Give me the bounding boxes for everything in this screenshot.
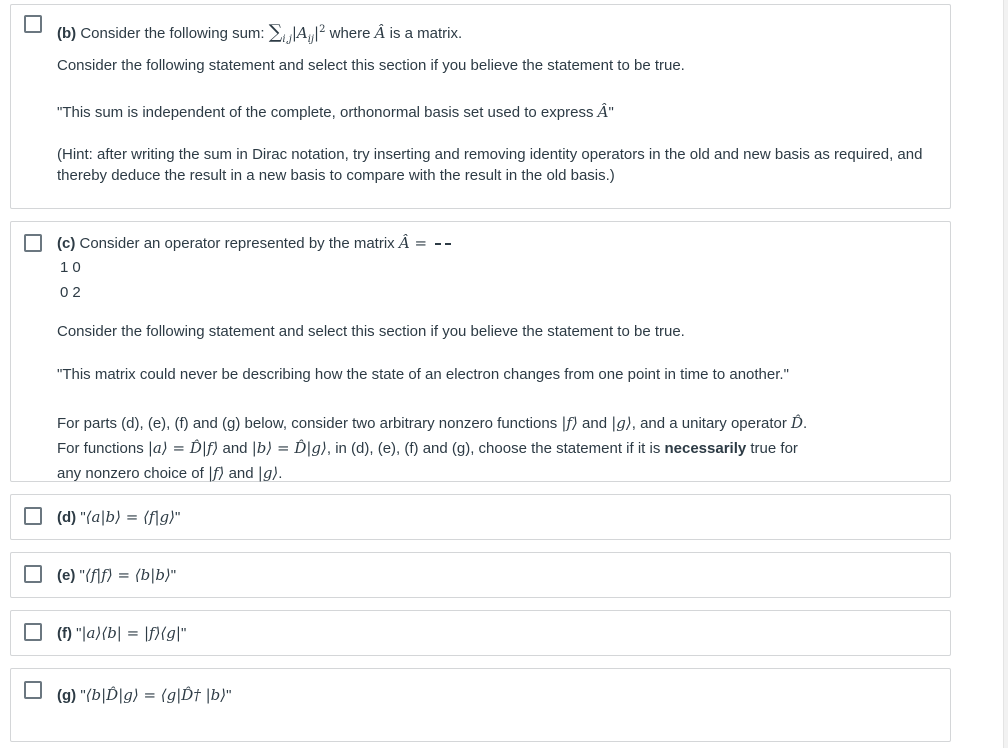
option-c-card <box>10 221 951 482</box>
option-d-label: (d) <box>57 509 77 526</box>
option-f-statement: (f) "|a⟩⟨b| = |f⟩⟨g|" <box>57 624 187 642</box>
parts-instructions: For parts (d), (e), (f) and (g) below, consider two arbitrary nonzero functions |f⟩ and |g⟩, and a unitary operator D̂. For functions |a⟩ = D̂|f⟩ and |b⟩ = D̂|g⟩, in (d), (e), (f) and (g), choose the statement if it is necessarily true for any nonzero choice of |f⟩ and |g⟩. <box>57 414 808 482</box>
option-c-instruction: Consider the following statement and select this section if you believe the statement to be true. <box>57 323 685 340</box>
option-g-card <box>10 668 951 742</box>
option-b-checkbox[interactable] <box>24 15 42 33</box>
option-d-checkbox[interactable] <box>24 507 42 525</box>
sum-symbol: ∑ <box>268 21 283 43</box>
scrollbar[interactable] <box>1003 0 1008 748</box>
matrix-cell: 1 <box>60 259 69 276</box>
option-e-statement: (e) "⟨f|f⟩ = ⟨b|b⟩" <box>57 566 177 584</box>
option-g-statement: (g) "⟨b|D̂|g⟩ = ⟨g|D̂† |b⟩" <box>57 686 232 704</box>
option-d-statement: (d) "⟨a|b⟩ = ⟨f|g⟩" <box>57 508 181 526</box>
option-b-hint: (Hint: after writing the sum in Dirac notation, try inserting and removing identity operators in the old and new basis as required, and thereby deduce the result in a new basis to compare with the result in the old basis.) <box>57 146 923 184</box>
option-e-card <box>10 552 951 598</box>
option-f-card <box>10 610 951 656</box>
option-c-statement: "This matrix could never be describing how the state of an electron changes from one point in time to another." <box>57 366 789 383</box>
option-g-checkbox[interactable] <box>24 681 42 699</box>
matrix-cell: 0 <box>72 259 81 276</box>
option-b-statement: "This sum is independent of the complete, orthonormal basis set used to express Â" <box>57 103 614 121</box>
option-b-label: (b) <box>57 25 77 42</box>
option-c-label: (c) <box>57 235 76 252</box>
matrix-cell: 2 <box>72 284 81 301</box>
option-b-card <box>10 4 951 209</box>
option-c-checkbox[interactable] <box>24 234 42 252</box>
option-e-checkbox[interactable] <box>24 565 42 583</box>
matrix-cell: 0 <box>60 284 69 301</box>
option-b-intro: (b) Consider the following sum: $\sum_{i,j}|A_{ij}|^2$ where Â is a matrix. <box>57 21 463 45</box>
option-c-intro: (c) Consider an operator represented by the matrix Â = <box>57 234 428 252</box>
option-e-label: (e) <box>57 567 76 584</box>
option-f-label: (f) <box>57 625 72 642</box>
option-b-instruction: Consider the following statement and select this section if you believe the statement to be true. <box>57 57 685 74</box>
option-d-card <box>10 494 951 540</box>
option-f-checkbox[interactable] <box>24 623 42 641</box>
option-g-label: (g) <box>57 687 77 704</box>
